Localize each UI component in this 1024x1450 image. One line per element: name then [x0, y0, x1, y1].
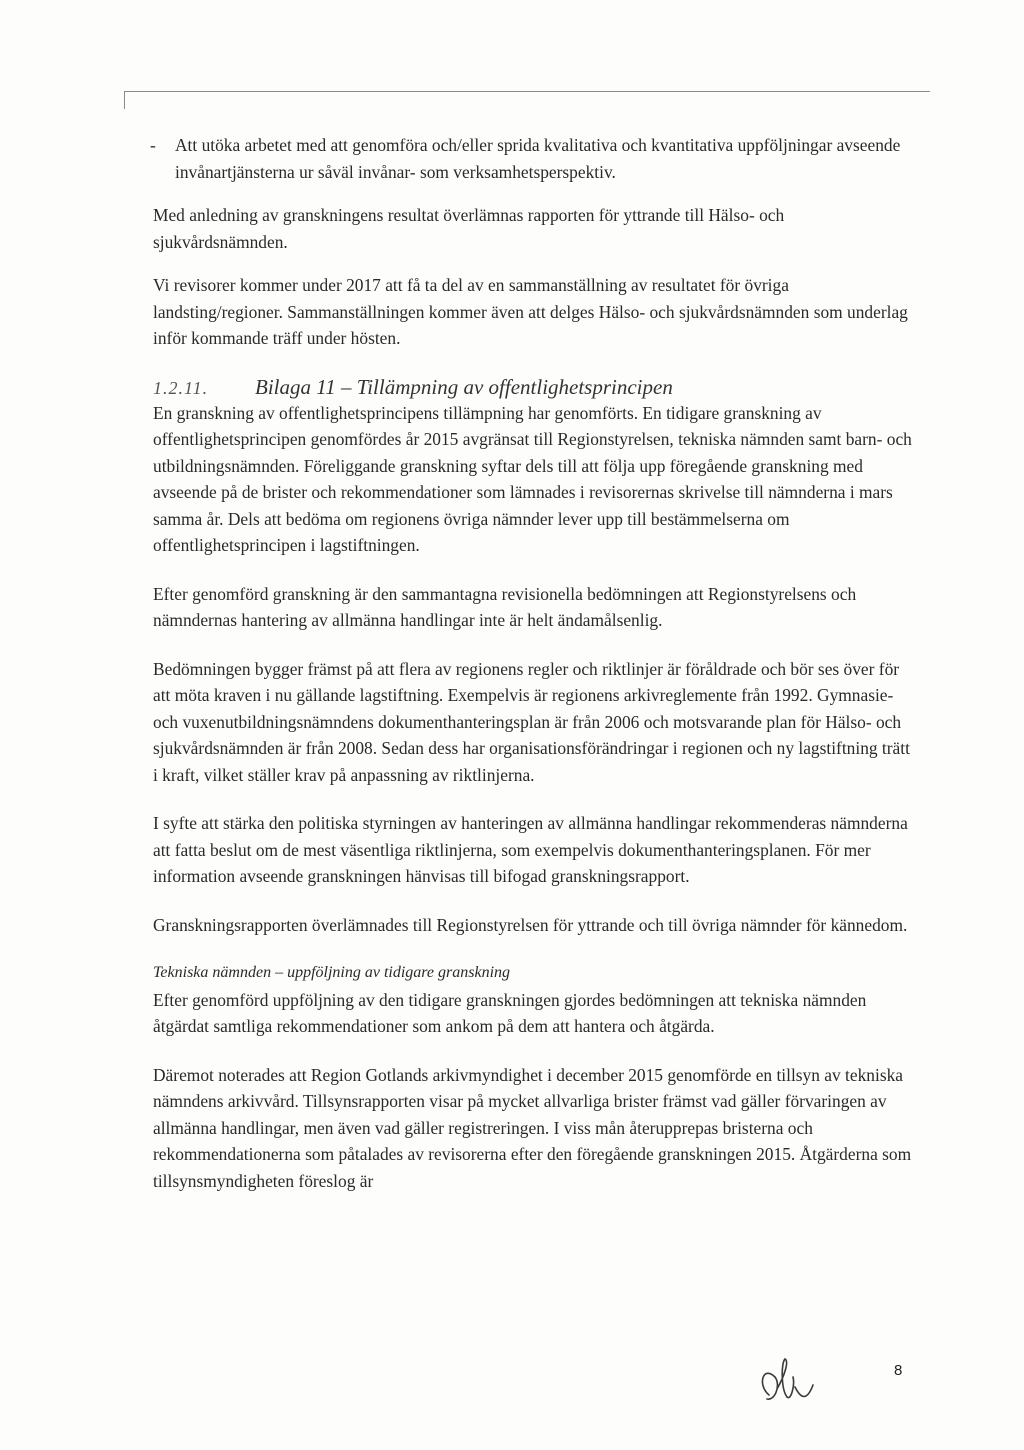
- header-rule-tick: [124, 91, 125, 109]
- paragraph: En granskning av offentlighetsprincipens tillämpning har genomförts. En tidigare granskning av offentlighetsprincipen genomfördes år 2015 avgränsat till Regionstyrelsen, tekniska nämnden samt barn- och utbildningsnämnden. Föreliggande granskning syftar dels till att följa upp föregående granskning med avseende på de brister och rekommendationer som lämnades i revisorernas skrivelse till nämnderna i mars samma år. Dels att bedöma om regionens övriga nämnder lever upp till bestämmelserna om offentlighetsprincipen i lagstiftningen.: [153, 402, 912, 555]
- signature-initials: [755, 1355, 845, 1415]
- section-heading: [153, 375, 913, 400]
- paragraph: Efter genomförd granskning är den sammantagna revisionella bedömningen att Regionstyrelsens och nämndernas hantering av allmänna handlingar inte är helt ändamålsenlig.: [153, 583, 857, 630]
- header-rule: [124, 91, 930, 92]
- section-title: Bilaga 11 – Tillämpning av offentlighetsprincipen: [255, 374, 673, 399]
- subsection-title: Tekniska nämnden – uppföljning av tidigare granskning: [153, 964, 511, 981]
- document-body: [150, 132, 913, 1194]
- bullet-dash: -: [150, 135, 156, 155]
- paragraph: Däremot noterades att Region Gotlands arkivmyndighet i december 2015 genomförde en tillsyn av tekniska nämndens arkivvård. Tillsynsrapporten visar på mycket allvarliga brister främst vad gäller förvaringen av allmänna handlingar, men även vad gäller registreringen. I viss mån återupprepas bristerna och rekommendationerna som påtalades av revisorerna efter den föregående granskningen 2015. Åtgärderna som tillsynsmyndigheten föreslog är: [153, 1064, 912, 1191]
- bullet-item: [150, 132, 913, 185]
- paragraph: Granskningsrapporten överlämnades till Regionstyrelsen för yttrande och till övriga nämnder för kännedom.: [153, 914, 908, 935]
- paragraph: Vi revisorer kommer under 2017 att få ta del av en sammanställning av resultatet för övriga landsting/regioner. Sammanställningen kommer även att delges Hälso- och sjukvårdsnämnden som underlag inför kommande träff under hösten.: [153, 275, 908, 348]
- paragraph: Efter genomförd uppföljning av den tidigare granskningen gjordes bedömningen att tekniska nämnden åtgärdat samtliga rekommendationer som ankom på dem att hantera och åtgärda.: [153, 989, 867, 1036]
- section-number: 1.2.11.: [153, 377, 209, 398]
- paragraph: Med anledning av granskningens resultat överlämnas rapporten för yttrande till Hälso- och sjukvårdsnämnden.: [153, 205, 785, 252]
- paragraph: Bedömningen bygger främst på att flera av regionens regler och riktlinjer är föråldrade och bör ses över för att möta kraven i nu gällande lagstiftning. Exempelvis är regionens arkivreglemente från 1992. Gymnasie- och vuxenutbildningsnämndens dokumenthanteringsplan är från 2006 och motsvarande plan för Hälso- och sjukvårdsnämnden är från 2008. Sedan dess har organisationsförändringar i regionen och ny lagstiftning trätt i kraft, vilket ställer krav på anpassning av riktlinjerna.: [153, 658, 910, 785]
- paragraph: I syfte att stärka den politiska styrningen av hanteringen av allmänna handlingar rekommenderas nämnderna att fatta beslut om de mest väsentliga riktlinjerna, som exempelvis dokumenthanteringsplanen. För mer information avseende granskningen hänvisas till bifogad granskningsrapport.: [153, 813, 908, 886]
- bullet-text: Att utöka arbetet med att genomföra och/eller sprida kvalitativa och kvantitativa uppföljningar avseende invånartjänsterna ur såväl invånar- som verksamhetsperspektiv.: [175, 135, 901, 182]
- page-number: 8: [894, 1362, 903, 1379]
